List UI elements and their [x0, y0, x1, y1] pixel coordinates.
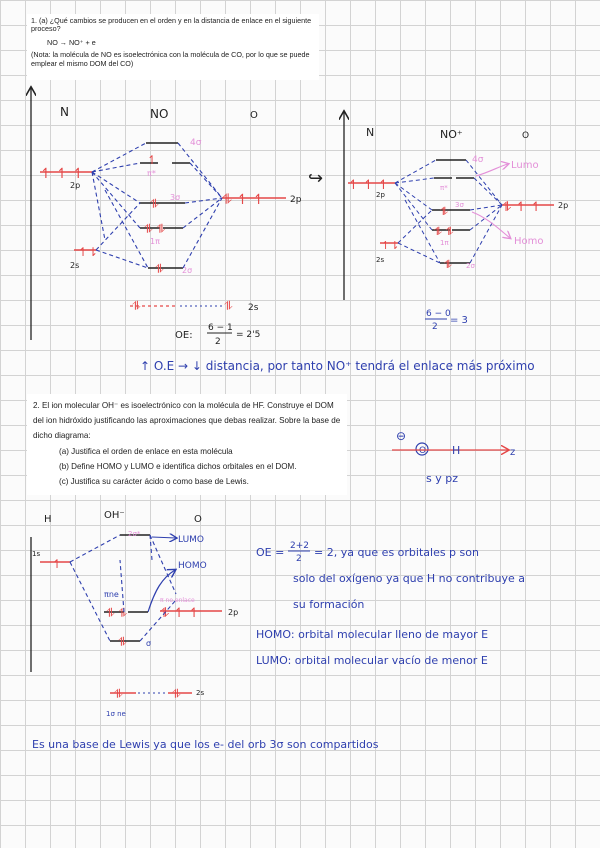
- svg-text:1π: 1π: [440, 239, 449, 247]
- o-2p-electrons: ⥮ ↿ ↿: [222, 192, 265, 208]
- svg-text:⥮: ⥮: [444, 258, 452, 271]
- o-2s-electrons: ⥮: [224, 299, 233, 313]
- bond-order-no-plus-num: 6 − 0: [426, 309, 451, 319]
- answer-2: [32, 541, 525, 751]
- label-no-plus: NO⁺: [440, 128, 463, 141]
- bond-order-no-plus-result: = 3: [450, 315, 468, 326]
- n-2s-electrons: ↿⇂: [78, 245, 99, 259]
- svg-text:⥮ ⥮: ⥮ ⥮: [106, 606, 128, 620]
- mo-pi-nb-short: πne: [104, 590, 119, 599]
- question-1-equation: NO → NO⁺ + e: [47, 37, 96, 47]
- answer-2-bo-rest: = 2, ya que es orbitales p son: [314, 546, 479, 559]
- mo-1s-electrons: ⥮: [132, 299, 141, 313]
- mo-diagram-no-plus: [344, 112, 568, 332]
- answer-2-bo-prefix: OE =: [256, 546, 285, 559]
- answer-2-homo: HOMO: orbital molecular lleno de mayor E: [256, 628, 489, 641]
- n-2s-label: 2s: [70, 261, 80, 270]
- svg-text:⥮ ⥮: ⥮ ⥮: [144, 222, 166, 236]
- mo-1pi-label: 1π: [150, 237, 160, 246]
- svg-text:⥮: ⥮: [440, 205, 448, 218]
- svg-text:π*: π*: [440, 184, 448, 192]
- lumo-label-oh: LUMO: [178, 535, 205, 545]
- mo-4s-label: 4σ: [190, 138, 202, 148]
- h-1s-label: 1s: [32, 550, 41, 558]
- svg-text:⥮: ⥮: [172, 687, 181, 701]
- question-1-title: 1. (a) ¿Qué cambios se producen en el orden y en la distancia de enlace en el siguiente proceso?: [31, 16, 312, 34]
- svg-text:⥮: ⥮: [155, 262, 164, 276]
- question-2-b: (b) Define HOMO y LUMO e identifica dichos orbitales en el DOM.: [59, 461, 297, 471]
- axis-h-label: H: [452, 444, 461, 457]
- bond-order-no-prefix: OE:: [175, 330, 193, 341]
- answer-2-bo-den: 2: [296, 554, 302, 564]
- mo-pi-star-label: π*: [147, 169, 156, 178]
- answer-2-line3: su formación: [293, 598, 365, 611]
- answer-1: ↑ O.E → ↓ distancia, por tanto NO⁺ tendrá el enlace más próximo: [140, 359, 535, 373]
- question-2-a: (a) Justifica el orden de enlace en esta molécula: [59, 446, 233, 456]
- label-no: NO: [150, 107, 169, 121]
- question-2-intro: 2. El ion molecular OH⁻ es isoelectrónico con la molécula de HF. Construye el DOM del ion hidróxido justificando las aproximaciones que debas realizar. Sobre la base de dicho diagrama:: [33, 401, 341, 441]
- n-2p-electrons: ↿ ↿ ↿: [40, 166, 85, 182]
- homo-label-oh: HOMO: [178, 561, 207, 571]
- mo-1s-nb-label: 1σ ne: [106, 710, 126, 718]
- n-plus-2p-label: 2p: [376, 191, 385, 199]
- svg-text:4σ: 4σ: [472, 155, 484, 165]
- label-oh: OH⁻: [104, 510, 125, 521]
- homo-label-no-plus: Homo: [514, 236, 544, 247]
- bond-order-no-num: 6 − 1: [208, 323, 233, 333]
- answer-2-bo-num: 2+2: [290, 541, 309, 551]
- o-2p-label-oh: 2p: [228, 608, 239, 617]
- answer-2-lumo: LUMO: orbital molecular vacío de menor E: [256, 654, 488, 667]
- lumo-label-no-plus: Lumo: [511, 160, 539, 171]
- transform-arrow: ↪: [308, 168, 324, 189]
- svg-text:⥮ ↿ ↿: ⥮ ↿ ↿: [502, 200, 542, 215]
- axis-o-label: O: [419, 446, 427, 456]
- svg-text:⥮: ⥮: [150, 197, 159, 211]
- label-o-oh: O: [194, 514, 202, 525]
- n-plus-2s-label: 2s: [376, 256, 385, 264]
- mo-3s-label: 3σ: [170, 193, 181, 202]
- answer-2-line2: solo del oxígeno ya que H no contribuye a: [293, 572, 525, 585]
- svg-text:2σ: 2σ: [466, 262, 475, 270]
- svg-text:↿ ↿ ↿: ↿ ↿ ↿: [348, 178, 389, 193]
- o-2p-label: 2p: [290, 195, 302, 205]
- svg-text:3σ: 3σ: [455, 201, 464, 209]
- o-plus-2p-label: 2p: [558, 201, 569, 210]
- label-o-plus: O: [522, 131, 530, 141]
- n-2p-label: 2p: [70, 181, 81, 190]
- bond-order-no-den: 2: [215, 337, 221, 347]
- bond-order-no-plus-den: 2: [432, 322, 438, 332]
- label-o: O: [250, 110, 258, 121]
- label-n: N: [60, 105, 69, 119]
- mo-diagram-no: [31, 88, 302, 347]
- o-2s-label-oh: 2s: [196, 689, 205, 697]
- question-2-c: (c) Justifica su carácter ácido o como base de Lewis.: [59, 477, 249, 487]
- svg-text:⥮: ⥮: [114, 687, 123, 701]
- axis-s-pz-label: s y pz: [426, 472, 458, 485]
- mo-pi-star-electron: ↿: [147, 153, 158, 167]
- mo-2s-star-label: 2σ*: [128, 530, 141, 538]
- axis-sketch: [392, 429, 515, 485]
- svg-text:⥮ ⥮: ⥮ ⥮: [434, 225, 454, 238]
- svg-text:⊖: ⊖: [396, 429, 407, 443]
- o-2s-label: 2s: [248, 303, 259, 313]
- label-n-plus: N: [366, 126, 375, 139]
- question-1-note: (Nota: la molécula de NO es isoelectrónica con la molécula de CO, por lo que se puede emplear el mismo DOM del CO): [31, 50, 310, 68]
- answer-2-base: Es una base de Lewis ya que los e- del orb 3σ son compartidos: [32, 738, 379, 751]
- bond-order-no-result: = 2'5: [236, 330, 261, 340]
- svg-text:⥮ ↿ ↿: ⥮ ↿ ↿: [160, 606, 200, 621]
- mo-pi-nb-label: π no enlace: [160, 597, 195, 604]
- svg-text:↿⇂: ↿⇂: [381, 239, 400, 252]
- axis-z-label: z: [510, 447, 516, 458]
- svg-text:⥮: ⥮: [118, 635, 127, 649]
- mo-2s-label: 2σ: [182, 266, 193, 275]
- mo-diagram-oh: [31, 510, 238, 718]
- label-h: H: [44, 514, 52, 525]
- mo-sigma-label: σ: [146, 639, 152, 648]
- svg-text:↿: ↿: [52, 557, 63, 571]
